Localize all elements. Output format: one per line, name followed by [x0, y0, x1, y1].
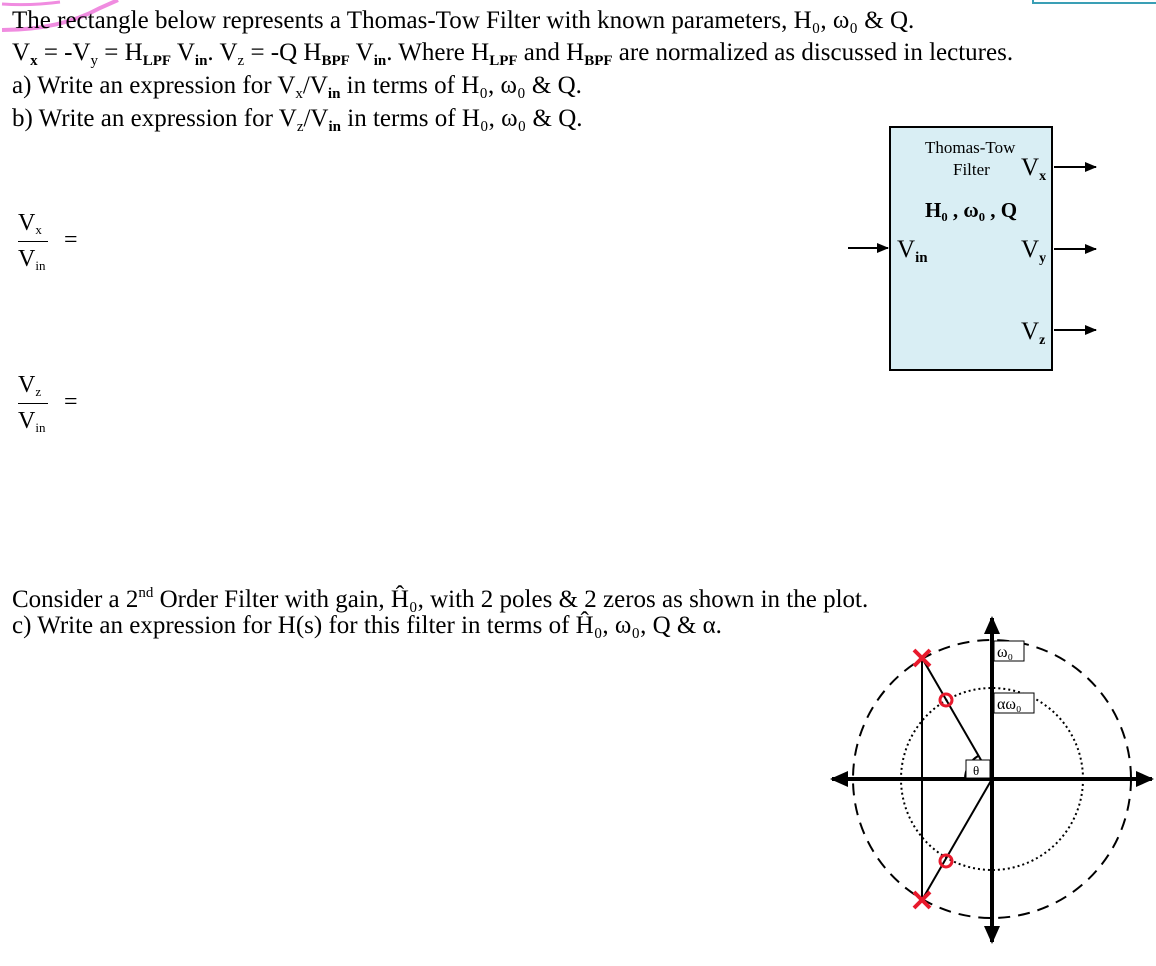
block-title-line1: Thomas-Tow [925, 138, 1016, 157]
part-c-question: c) Write an expression for H(s) for this filter in terms of Ĥ₀, ω₀, Q & α. [12, 612, 722, 639]
radial-line-lower [922, 779, 992, 900]
part-c-line-1: Consider a 2nd Order Filter with gain, Ĥ₀, with 2 poles & 2 zeros as shown in the plot. [12, 585, 869, 613]
block-input-vin: $V_{in}$ [897, 236, 928, 266]
block-title-line2: Filter [953, 160, 990, 179]
intro-line-1: The rectangle below represents a Thomas-Tow Filter with known parameters, H₀, ω₀ & Q. [12, 7, 915, 34]
question-b: b) Write an expression for $V_z/V_{in}$ in terms of H₀, ω₀ & Q. [12, 105, 583, 135]
label-theta: θ [973, 763, 980, 778]
block-output-vz: $V_z$ [1021, 318, 1046, 348]
block-params: H₀ , ω₀ , Q [925, 198, 1018, 222]
question-a: a) Write an expression for $V_x/V_{in}$ in terms of H₀, ω₀ & Q. [12, 72, 582, 102]
block-output-vy: $V_y$ [1021, 236, 1047, 266]
block-output-vx: $V_x$ [1021, 154, 1047, 184]
label-w0: ω₀ [997, 644, 1014, 661]
label-alpha-w0: αω₀ [997, 696, 1022, 713]
intro-line-2: $V_x = -V_y = H_{LPF}$ $V_{in}$. $V_z = -Q$ $H_{BPF}$ $V_{in}$. Where $H_{LPF}$ and $H_{BPF}$ are normalized as discussed in lectures. [12, 39, 1014, 69]
